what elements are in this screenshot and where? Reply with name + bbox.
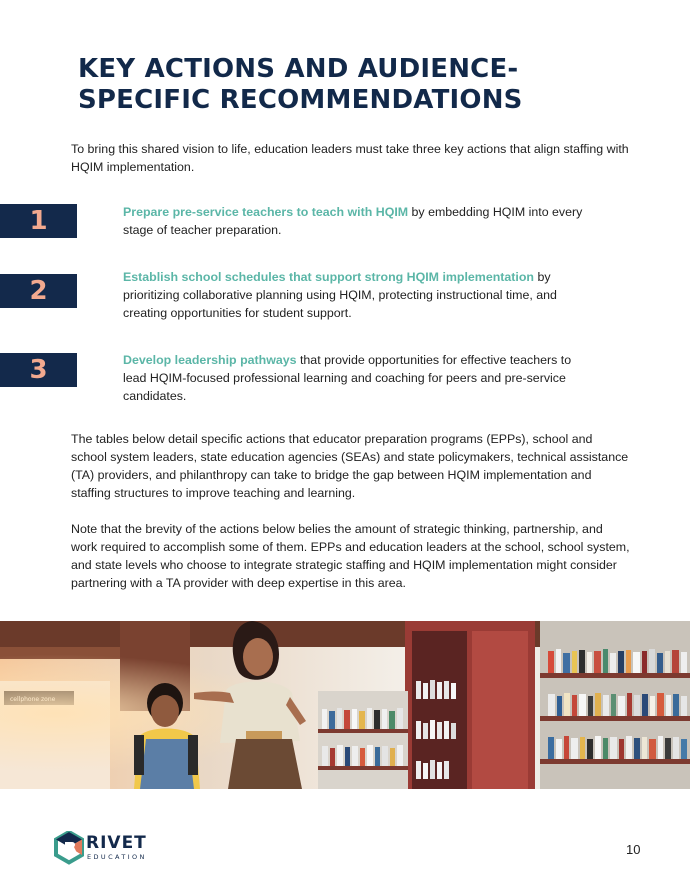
action-text-3: that provide opportunities for effective teachers to lead HQIM-focused professional learning and coaching for peers and pre-service candidates. [123, 353, 572, 403]
action-text-2: by prioritizing collaborative planning using HQIM, protecting instructional time, and creating opportunities for student support. [123, 270, 557, 320]
action-number-1: 1 [0, 204, 77, 238]
title-line-2: SPECIFIC RECOMMENDATIONS [78, 85, 523, 115]
logo-subtitle: EDUCATION [87, 853, 147, 861]
title-line-1: KEY ACTIONS AND AUDIENCE- [78, 54, 519, 84]
logo-wordmark: RIVET [86, 833, 147, 853]
body-paragraph-1: The tables below detail specific actions that educator preparation programs (EPPs), school and school system leaders, state education agencies (SEAs) and state policymakers, technical assistance (TA) providers, and philanthropy can take to bridge the gap between HQIM implementation and staffing structures to improve teaching and learning. [71, 432, 629, 500]
action-number-2: 2 [0, 274, 77, 308]
rivet-hexagon-icon [54, 831, 84, 867]
action-item-1 [123, 203, 593, 239]
page-number: 10 [626, 842, 641, 857]
action-text-1: by embedding HQIM into every stage of teacher preparation. [123, 205, 583, 237]
intro-paragraph: To bring this shared vision to life, education leaders must take three key actions that align staffing with HQIM implementation. [71, 142, 629, 174]
page-title [78, 54, 598, 116]
action-item-2 [123, 268, 593, 322]
action-lead-3: Develop leadership pathways [123, 353, 297, 367]
action-item-3 [123, 351, 578, 405]
library-photo [0, 621, 690, 789]
action-number-3: 3 [0, 353, 77, 387]
rivet-education-logo [54, 831, 164, 867]
body-paragraph-2: Note that the brevity of the actions below belies the amount of strategic thinking, partnership, and work required to accomplish some of them. EPPs and education leaders at the school, school system, and state levels who choose to integrate strategic staffing and HQIM implementation might consider partnering with a TA provider with deep expertise in this area. [71, 522, 630, 590]
action-lead-2: Establish school schedules that support strong HQIM implementation [123, 270, 535, 284]
action-lead-1: Prepare pre-service teachers to teach with HQIM [123, 205, 409, 219]
